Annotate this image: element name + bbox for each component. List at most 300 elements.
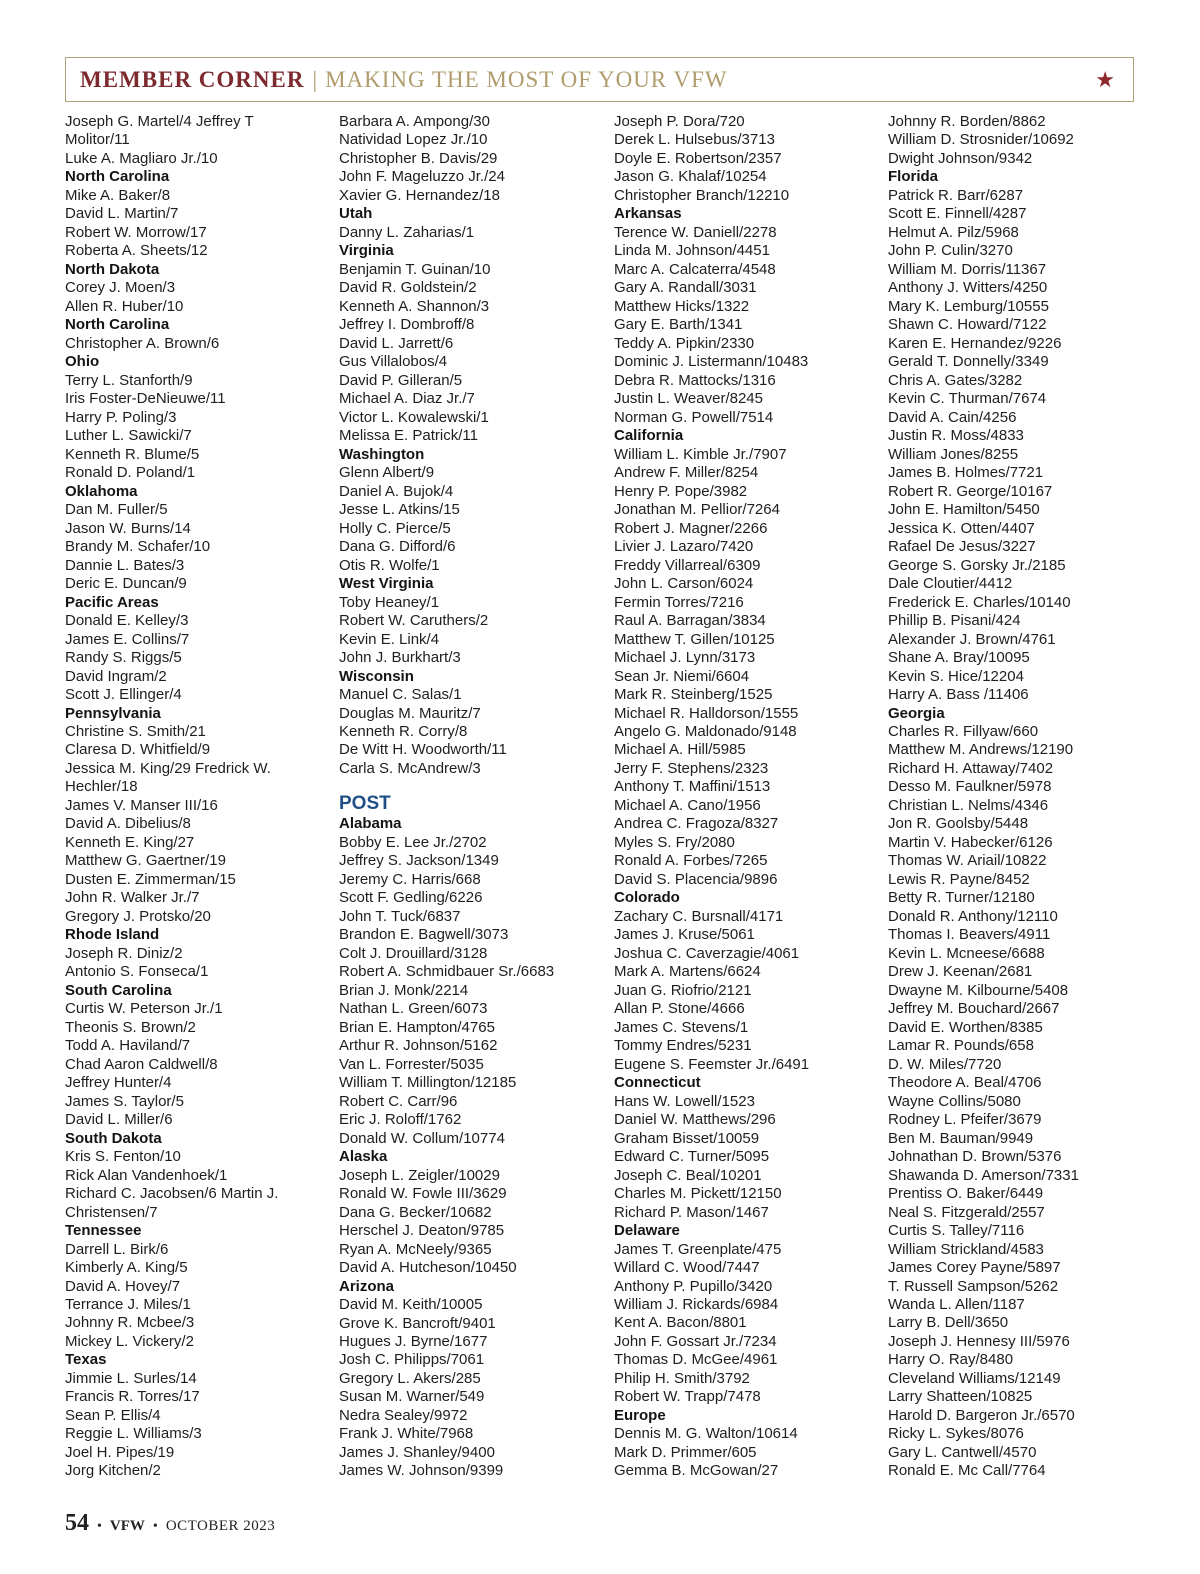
member-entry: Dan M. Fuller/5 [65, 501, 168, 519]
member-entry: Victor L. Kowalewski/1 [339, 408, 489, 426]
member-entry: Xavier G. Hernandez/18 [339, 186, 500, 204]
member-entry: Charles R. Fillyaw/660 [888, 722, 1039, 740]
member-entry: Alexander J. Brown/4761 [888, 630, 1056, 648]
member-entry: James C. Stevens/1 [614, 1018, 749, 1036]
member-entry: Jeffrey I. Dombroff/8 [339, 316, 475, 334]
member-entry: Mark R. Steinberg/1525 [614, 686, 773, 704]
footer-bullet: • [152, 1519, 158, 1534]
state-heading: Alabama [339, 815, 402, 833]
member-entry: James J. Shanley/9400 [339, 1443, 495, 1461]
state-heading: South Dakota [65, 1129, 162, 1147]
member-entry: Harold D. Bargeron Jr./6570 [888, 1406, 1075, 1424]
member-entry: Colt J. Drouillard/3128 [339, 944, 488, 962]
member-entry: Chad Aaron Caldwell/8 [65, 1055, 218, 1073]
member-entry: Betty R. Turner/12180 [888, 889, 1035, 907]
member-entry: Anthony J. Witters/4250 [888, 279, 1048, 297]
member-entry: Ronald E. Mc Call/7764 [888, 1462, 1046, 1480]
member-entry: Jessica K. Otten/4407 [888, 519, 1035, 537]
member-entry: Francis R. Torres/17 [65, 1388, 200, 1406]
member-entry: James Corey Payne/5897 [888, 1259, 1061, 1277]
member-entry: Cleveland Williams/12149 [888, 1369, 1061, 1387]
member-entry: Rafael De Jesus/3227 [888, 538, 1036, 556]
member-entry: Joel H. Pipes/19 [65, 1443, 175, 1461]
member-entry: Jeffrey M. Bouchard/2667 [888, 1000, 1060, 1018]
member-entry: Kenneth R. Corry/8 [339, 722, 468, 740]
member-entry: Brian E. Hampton/4765 [339, 1018, 495, 1036]
member-entry: James B. Holmes/7721 [888, 464, 1044, 482]
member-entry: Harry O. Ray/8480 [888, 1351, 1014, 1369]
member-entry: Juan G. Riofrio/2121 [614, 981, 752, 999]
member-entry: Scott F. Gedling/6226 [339, 889, 483, 907]
member-entry: Desso M. Faulkner/5978 [888, 778, 1052, 796]
member-entry: Joseph P. Dora/720 [614, 113, 745, 130]
member-entry: Wanda L. Allen/1187 [888, 1296, 1025, 1313]
member-entry: Richard H. Attaway/7402 [888, 759, 1054, 777]
member-entry: Grove K. Bancroft/9401 [339, 1314, 496, 1332]
member-entry: Rick Alan Vandenhoek/1 [65, 1166, 228, 1184]
state-heading: South Carolina [65, 981, 172, 999]
member-entry: Drew J. Keenan/2681 [888, 963, 1033, 981]
state-heading: Texas [65, 1351, 107, 1369]
member-entry: Ronald W. Fowle III/3629 [339, 1185, 507, 1203]
state-heading: Ohio [65, 353, 100, 371]
member-entry: Bobby E. Lee Jr./2702 [339, 833, 487, 851]
member-entry: Jerry F. Stephens/2323 [614, 759, 769, 777]
member-entry: Teddy A. Pipkin/2330 [614, 334, 755, 352]
member-entry: Marc A. Calcaterra/4548 [614, 260, 776, 278]
member-entry: David E. Worthen/8385 [888, 1018, 1043, 1036]
member-entry: Josh C. Philipps/7061 [339, 1351, 485, 1369]
state-heading: Wisconsin [339, 667, 414, 685]
name-column-2 [339, 113, 607, 1481]
member-entry: Luke A. Magliaro Jr./10 [65, 149, 218, 167]
member-entry: Matthew T. Gillen/10125 [614, 630, 775, 648]
member-entry: Brandy M. Schafer/10 [65, 538, 211, 556]
member-entry: Shawanda D. Amerson/7331 [888, 1166, 1079, 1184]
state-heading: Arizona [339, 1277, 395, 1295]
member-entry: Jeremy C. Harris/668 [339, 870, 481, 888]
member-entry: Christopher Branch/12210 [614, 186, 790, 204]
member-entry: Molitor/11 [65, 131, 130, 149]
member-entry: Mark A. Martens/6624 [614, 963, 761, 981]
member-entry: Mary K. Lemburg/10555 [888, 297, 1049, 315]
footer-bullet: • [97, 1519, 102, 1534]
member-entry: Douglas M. Mauritz/7 [339, 704, 481, 722]
member-entry: Melissa E. Patrick/11 [339, 427, 478, 445]
member-entry: Richard P. Mason/1467 [614, 1203, 769, 1221]
member-entry: Mark D. Primmer/605 [614, 1443, 757, 1461]
member-entry: Theonis S. Brown/2 [65, 1018, 196, 1036]
member-entry: Dana G. Difford/6 [339, 538, 456, 556]
member-entry: Harry P. Poling/3 [65, 408, 177, 426]
member-entry: Brandon E. Bagwell/3073 [339, 926, 509, 944]
state-heading: Oklahoma [65, 482, 138, 500]
member-entry: James J. Kruse/5061 [614, 926, 755, 944]
member-entry: Kevin S. Hice/12204 [888, 667, 1024, 685]
member-entry: Frederick E. Charles/10140 [888, 593, 1071, 611]
member-entry: James V. Manser III/16 [65, 796, 218, 814]
member-entry: James W. Johnson/9399 [339, 1462, 504, 1480]
member-entry: Luther L. Sawicki/7 [65, 427, 192, 445]
member-entry: Ricky L. Sykes/8076 [888, 1425, 1024, 1443]
member-entry: Joseph J. Hennesy III/5976 [888, 1332, 1070, 1350]
member-entry: Anthony P. Pupillo/3420 [614, 1277, 773, 1295]
member-entry: Edward C. Turner/5095 [614, 1148, 770, 1166]
member-entry: Roberta A. Sheets/12 [65, 242, 208, 260]
member-entry: Andrea C. Fragoza/8327 [614, 815, 779, 833]
header-title: MEMBER CORNER [80, 66, 305, 92]
member-entry: David R. Goldstein/2 [339, 279, 477, 297]
member-entry: Van L. Forrester/5035 [339, 1055, 484, 1073]
member-entry: Eric J. Roloff/1762 [339, 1111, 462, 1129]
member-entry: Justin R. Moss/4833 [888, 427, 1024, 445]
member-entry: David A. Hovey/7 [65, 1277, 181, 1295]
member-entry: David A. Dibelius/8 [65, 815, 191, 833]
member-entry: Helmut A. Pilz/5968 [888, 223, 1019, 241]
member-entry: Glenn Albert/9 [339, 464, 435, 482]
member-entry: Michael R. Halldorson/1555 [614, 704, 799, 722]
member-entry: John L. Carson/6024 [614, 575, 754, 593]
member-entry: Christensen/7 [65, 1203, 158, 1221]
member-entry: William D. Strosnider/10692 [888, 131, 1074, 149]
member-entry: Gary E. Barth/1341 [614, 316, 743, 334]
member-entry: Deric E. Duncan/9 [65, 575, 187, 593]
member-entry: Mickey L. Vickery/2 [65, 1332, 194, 1350]
member-entry: Kris S. Fenton/10 [65, 1148, 181, 1166]
state-heading: Washington [339, 445, 425, 463]
member-entry: Shawn C. Howard/7122 [888, 316, 1047, 334]
member-entry: Lamar R. Pounds/658 [888, 1037, 1034, 1055]
member-entry: Robert W. Morrow/17 [65, 223, 207, 241]
member-entry: James S. Taylor/5 [65, 1092, 184, 1110]
name-column-3 [614, 113, 882, 1481]
state-heading: Alaska [339, 1148, 388, 1166]
member-entry: Daniel A. Bujok/4 [339, 482, 454, 500]
page-footer [65, 1510, 275, 1537]
member-entry: Michael A. Hill/5985 [614, 741, 746, 759]
member-entry: Jesse L. Atkins/15 [339, 501, 460, 519]
member-entry: Larry B. Dell/3650 [888, 1314, 1009, 1332]
member-entry: Anthony T. Maffini/1513 [614, 778, 771, 796]
member-entry: Lewis R. Payne/8452 [888, 870, 1030, 888]
member-entry: William Strickland/4583 [888, 1240, 1044, 1258]
member-entry: Harry A. Bass /11406 [888, 686, 1029, 704]
state-heading: Tennessee [65, 1222, 142, 1240]
member-entry: Karen E. Hernandez/9226 [888, 334, 1062, 352]
member-entry: Christopher A. Brown/6 [65, 334, 220, 352]
member-entry: Christopher B. Davis/29 [339, 149, 498, 167]
member-entry: Ronald D. Poland/1 [65, 464, 196, 482]
member-entry: Donald E. Kelley/3 [65, 612, 189, 630]
member-entry: Dominic J. Listermann/10483 [614, 353, 809, 371]
member-entry: David A. Cain/4256 [888, 408, 1017, 426]
member-entry: Matthew M. Andrews/12190 [888, 741, 1074, 759]
member-entry: Allen R. Huber/10 [65, 297, 184, 315]
member-entry: John F. Gossart Jr./7234 [614, 1332, 777, 1350]
member-entry: Jeffrey S. Jackson/1349 [339, 852, 499, 870]
member-entry: Nathan L. Green/6073 [339, 1000, 488, 1018]
member-entry: Michael A. Cano/1956 [614, 796, 761, 814]
member-entry: Gary L. Cantwell/4570 [888, 1443, 1037, 1461]
member-entry: Gary A. Randall/3031 [614, 279, 757, 297]
member-entry: Linda M. Johnson/4451 [614, 242, 770, 260]
state-heading: Pacific Areas [65, 593, 159, 611]
page-number: 54 [65, 1510, 89, 1536]
member-entry: Johnny R. Mcbee/3 [65, 1314, 195, 1332]
member-entry: Sean Jr. Niemi/6604 [614, 667, 750, 685]
member-entry: Randy S. Riggs/5 [65, 649, 182, 667]
member-entry: Kenneth A. Shannon/3 [339, 297, 490, 315]
state-heading: Florida [888, 168, 939, 186]
member-entry: Freddy Villarreal/6309 [614, 556, 761, 574]
state-heading: Colorado [614, 889, 680, 907]
state-heading: Arkansas [614, 205, 682, 223]
member-entry: Mike A. Baker/8 [65, 186, 171, 204]
member-entry: Philip H. Smith/3792 [614, 1369, 750, 1387]
member-entry: Charles M. Pickett/12150 [614, 1185, 782, 1203]
member-entry: Todd A. Haviland/7 [65, 1037, 191, 1055]
member-entry: David P. Gilleran/5 [339, 371, 463, 389]
member-entry: Joseph L. Zeigler/10029 [339, 1166, 500, 1184]
header-subtitle: MAKING THE MOST OF YOUR VFW [325, 66, 728, 92]
member-entry: John T. Tuck/6837 [339, 907, 461, 925]
member-entry: Brian J. Monk/2214 [339, 981, 469, 999]
member-entry: Iris Foster-DeNieuwe/11 [65, 390, 226, 408]
member-entry: Donald W. Collum/10774 [339, 1129, 505, 1147]
member-entry: Curtis W. Peterson Jr./1 [65, 1000, 223, 1018]
member-entry: Richard C. Jacobsen/6 Martin J. [65, 1185, 279, 1203]
member-entry: John J. Burkhart/3 [339, 649, 461, 667]
member-entry: Joseph C. Beal/10201 [614, 1166, 762, 1184]
member-entry: George S. Gorsky Jr./2185 [888, 556, 1066, 574]
member-entry: Wayne Collins/5080 [888, 1092, 1021, 1110]
member-entry: Holly C. Pierce/5 [339, 519, 451, 537]
member-entry: Thomas W. Ariail/10822 [888, 852, 1047, 870]
member-entry: Kenneth R. Blume/5 [65, 445, 200, 463]
member-entry: James E. Collins/7 [65, 630, 190, 648]
member-entry: Ronald A. Forbes/7265 [614, 852, 768, 870]
member-entry: Arthur R. Johnson/5162 [339, 1037, 498, 1055]
member-entry: Allan P. Stone/4666 [614, 1000, 745, 1018]
member-entry: Joshua C. Caverzagie/4061 [614, 944, 800, 962]
state-heading: North Dakota [65, 260, 160, 278]
star-icon: ★ [1095, 66, 1115, 92]
member-entry: Angelo G. Maldonado/9148 [614, 722, 797, 740]
member-entry: David L. Jarrett/6 [339, 334, 454, 352]
member-entry: D. W. Miles/7720 [888, 1055, 1002, 1073]
member-entry: Terrance J. Miles/1 [65, 1296, 191, 1313]
member-entry: Frank J. White/7968 [339, 1425, 474, 1443]
member-entry: Myles S. Fry/2080 [614, 833, 735, 851]
member-entry: Matthew Hicks/1322 [614, 297, 750, 315]
member-entry: Christine S. Smith/21 [65, 722, 206, 740]
header-separator: | [312, 66, 318, 92]
member-entry: Scott J. Ellinger/4 [65, 686, 182, 704]
member-entry: David Ingram/2 [65, 667, 167, 685]
state-heading: Georgia [888, 704, 945, 722]
member-entry: Natividad Lopez Jr./10 [339, 131, 488, 149]
member-entry: Dana G. Becker/10682 [339, 1203, 492, 1221]
state-heading: West Virginia [339, 575, 434, 593]
member-entry: Jeffrey Hunter/4 [65, 1074, 172, 1092]
member-entry: Hugues J. Byrne/1677 [339, 1333, 488, 1350]
member-entry: Robert W. Caruthers/2 [339, 612, 489, 630]
member-entry: Tommy Endres/5231 [614, 1037, 752, 1055]
state-heading: Virginia [339, 242, 394, 260]
member-entry: Theodore A. Beal/4706 [888, 1074, 1042, 1092]
member-entry: Doyle E. Robertson/2357 [614, 149, 782, 167]
member-entry: Danny L. Zaharias/1 [339, 223, 475, 241]
member-entry: Gerald T. Donnelly/3349 [888, 353, 1049, 371]
member-entry: Scott E. Finnell/4287 [888, 205, 1027, 223]
member-entry: Daniel W. Matthews/296 [614, 1111, 776, 1129]
magazine-name: VFW [109, 1518, 145, 1534]
member-entry: Kevin C. Thurman/7674 [888, 390, 1047, 408]
member-entry: Livier J. Lazaro/7420 [614, 538, 754, 556]
member-entry: Gus Villalobos/4 [339, 353, 448, 371]
member-entry: Susan M. Warner/549 [339, 1388, 485, 1406]
member-entry: Henry P. Pope/3982 [614, 482, 748, 500]
member-entry: Jorg Kitchen/2 [65, 1462, 161, 1480]
member-entry: Kent A. Bacon/8801 [614, 1314, 747, 1332]
member-entry: Michael J. Lynn/3173 [614, 649, 756, 667]
member-entry: Thomas I. Beavers/4911 [888, 926, 1051, 944]
member-entry: Dwayne M. Kilbourne/5408 [888, 981, 1069, 999]
member-entry: Shane A. Bray/10095 [888, 649, 1030, 667]
member-entry: Matthew G. Gaertner/19 [65, 852, 226, 870]
member-entry: Barbara A. Ampong/30 [339, 113, 490, 130]
member-entry: John E. Hamilton/5450 [888, 501, 1040, 519]
state-heading: Connecticut [614, 1074, 701, 1092]
member-entry: Larry Shatteen/10825 [888, 1388, 1033, 1406]
member-entry: Robert R. George/10167 [888, 482, 1053, 500]
member-entry: De Witt H. Woodworth/11 [339, 741, 507, 759]
member-entry: William J. Rickards/6984 [614, 1296, 779, 1313]
member-entry: Gregory L. Akers/285 [339, 1369, 481, 1387]
section-heading: POST [339, 793, 391, 815]
member-entry: Graham Bisset/10059 [614, 1129, 760, 1147]
member-entry: Thomas D. McGee/4961 [614, 1351, 778, 1369]
member-entry: Andrew F. Miller/8254 [614, 464, 759, 482]
member-entry: Joseph R. Diniz/2 [65, 944, 183, 962]
member-entry: Nedra Sealey/9972 [339, 1406, 468, 1424]
member-entry: John R. Walker Jr./7 [65, 889, 200, 907]
member-entry: Hans W. Lowell/1523 [614, 1092, 755, 1110]
member-entry: Joseph G. Martel/4 Jeffrey T [65, 113, 254, 130]
state-heading: North Carolina [65, 316, 170, 334]
member-entry: Martin V. Habecker/6126 [888, 833, 1053, 851]
state-heading: Pennsylvania [65, 704, 161, 722]
member-entry: David S. Placencia/9896 [614, 870, 778, 888]
member-entry: Willard C. Wood/7447 [614, 1259, 760, 1277]
member-entry: Robert J. Magner/2266 [614, 519, 768, 537]
section-header [65, 57, 1134, 102]
state-heading: Europe [614, 1406, 666, 1424]
state-heading: North Carolina [65, 168, 170, 186]
member-entry: Kimberly A. King/5 [65, 1259, 188, 1277]
member-entry: Darrell L. Birk/6 [65, 1240, 169, 1258]
member-entry: David L. Martin/7 [65, 205, 179, 223]
member-entry: Debra R. Mattocks/1316 [614, 371, 776, 389]
member-entry: Toby Heaney/1 [339, 593, 440, 611]
member-entry: Gemma B. McGowan/27 [614, 1462, 779, 1480]
member-entry: Otis R. Wolfe/1 [339, 556, 440, 574]
member-entry: Neal S. Fitzgerald/2557 [888, 1203, 1045, 1221]
member-entry: David L. Miller/6 [65, 1111, 173, 1129]
member-entry: William L. Kimble Jr./7907 [614, 445, 787, 463]
member-entry: Chris A. Gates/3282 [888, 371, 1023, 389]
member-entry: Kenneth E. King/27 [65, 833, 195, 851]
member-entry: Hechler/18 [65, 778, 138, 796]
member-entry: Terry L. Stanforth/9 [65, 371, 193, 389]
member-entry: Phillip B. Pisani/424 [888, 612, 1021, 630]
member-entry: William Jones/8255 [888, 445, 1019, 463]
member-entry: David M. Keith/10005 [339, 1296, 483, 1314]
member-entry: Carla S. McAndrew/3 [339, 759, 481, 777]
member-entry: William T. Millington/12185 [339, 1074, 517, 1092]
member-entry: James T. Greenplate/475 [614, 1240, 782, 1258]
member-entry: Gregory J. Protsko/20 [65, 907, 211, 925]
member-entry: Michael A. Diaz Jr./7 [339, 390, 475, 408]
member-entry: Ben M. Bauman/9949 [888, 1129, 1034, 1147]
member-entry: Dusten E. Zimmerman/15 [65, 870, 236, 888]
name-column-4 [888, 113, 1156, 1481]
member-entry: Dale Cloutier/4412 [888, 575, 1013, 593]
member-entry: Herschel J. Deaton/9785 [339, 1222, 505, 1240]
member-entry: Jason W. Burns/14 [65, 519, 191, 537]
member-entry: Manuel C. Salas/1 [339, 686, 462, 704]
member-entry: Robert W. Trapp/7478 [614, 1388, 761, 1406]
member-entry: Curtis S. Talley/7116 [888, 1222, 1025, 1240]
member-entry: Eugene S. Feemster Jr./6491 [614, 1055, 810, 1073]
member-entry: Norman G. Powell/7514 [614, 408, 774, 426]
member-entry: Johnathan D. Brown/5376 [888, 1148, 1062, 1166]
member-entry: Prentiss O. Baker/6449 [888, 1185, 1044, 1203]
member-entry: William M. Dorris/11367 [888, 260, 1047, 278]
state-heading: Utah [339, 205, 373, 223]
member-entry: Dwight Johnson/9342 [888, 149, 1033, 167]
member-entry: Jessica M. King/29 Fredrick W. [65, 759, 271, 777]
state-heading: Rhode Island [65, 926, 160, 944]
member-entry: Jon R. Goolsby/5448 [888, 815, 1029, 833]
state-heading: California [614, 427, 684, 445]
member-entry: Claresa D. Whitfield/9 [65, 741, 211, 759]
member-entry: Benjamin T. Guinan/10 [339, 260, 491, 278]
member-entry: David A. Hutcheson/10450 [339, 1259, 517, 1277]
member-entry: Jonathan M. Pellior/7264 [614, 501, 780, 519]
member-entry: Reggie L. Williams/3 [65, 1425, 202, 1443]
member-entry: Jimmie L. Surles/14 [65, 1369, 197, 1387]
member-entry: Ryan A. McNeely/9365 [339, 1240, 492, 1258]
member-entry: Robert A. Schmidbauer Sr./6683 [339, 963, 555, 981]
member-entry: Terence W. Daniell/2278 [614, 223, 777, 241]
state-heading: Delaware [614, 1222, 680, 1240]
member-entry: Dannie L. Bates/3 [65, 556, 185, 574]
member-entry: Antonio S. Fonseca/1 [65, 963, 209, 981]
member-entry: Kevin E. Link/4 [339, 630, 440, 648]
member-entry: Christian L. Nelms/4346 [888, 796, 1049, 814]
member-entry: Sean P. Ellis/4 [65, 1406, 161, 1424]
member-entry: John P. Culin/3270 [888, 242, 1013, 260]
member-entry: Dennis M. G. Walton/10614 [614, 1425, 798, 1443]
member-entry: Raul A. Barragan/3834 [614, 612, 766, 630]
member-entry: Fermin Torres/7216 [614, 593, 744, 611]
name-column-1 [65, 113, 333, 1481]
member-entry: John F. Mageluzzo Jr./24 [339, 168, 505, 186]
member-entry: Kevin L. Mcneese/6688 [888, 944, 1045, 962]
member-entry: T. Russell Sampson/5262 [888, 1277, 1059, 1295]
member-entry: Corey J. Moen/3 [65, 279, 176, 297]
